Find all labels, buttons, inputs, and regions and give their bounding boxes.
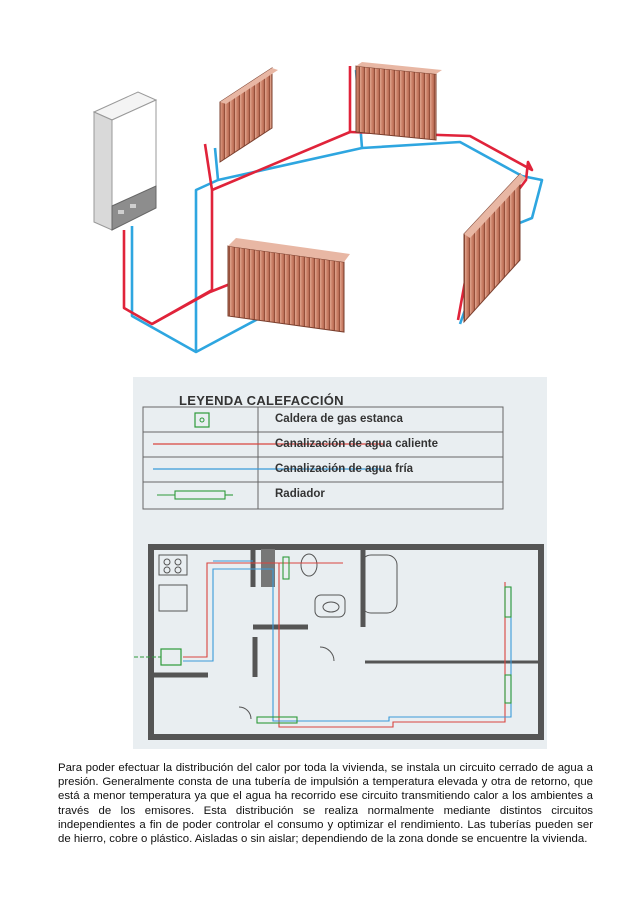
legend-title: LEYENDA CALEFACCIÓN xyxy=(179,393,344,408)
radiator-back-left xyxy=(220,68,278,162)
legend-label-hot-water: Canalización de agua caliente xyxy=(275,438,438,450)
legend-label-boiler: Caldera de gas estanca xyxy=(275,413,403,425)
legend-floorplan-panel xyxy=(133,377,547,749)
caption-paragraph: Para poder efectuar la distribución del calor por toda la vivienda, se instala un circuito cerrado de agua a presión. Generalmente consta de una tubería de impulsión a temperatura elevada y otra de retorno, que está a menor temperatura ya que el agua ha recorrido ese circuito transmitiendo calor a los ambientes a través de los emisores. Esta distribución se realiza normalmente mediante distintos circuitos independientes a fin de poder controlar el consumo y optimizar el rendimiento. Las tuberías pueden ser de hierro, cobre o plástico. Aisladas o sin aislar; dependiendo de la zona donde se encuentre la vivienda. xyxy=(58,762,593,846)
legend-floorplan-drawing xyxy=(133,377,547,749)
legend-boiler-symbol xyxy=(195,413,209,427)
legend-label-radiator: Radiador xyxy=(275,488,325,500)
heating-system-illustration xyxy=(80,40,560,370)
radiator-right xyxy=(464,174,526,322)
floor-plan xyxy=(133,547,541,737)
radiator-front xyxy=(228,238,350,332)
legend-label-cold-water: Canalización de agua fría xyxy=(275,463,414,475)
radiator-back-center xyxy=(356,62,442,140)
legend-radiator-symbol xyxy=(157,491,233,499)
boiler-unit xyxy=(94,92,156,230)
